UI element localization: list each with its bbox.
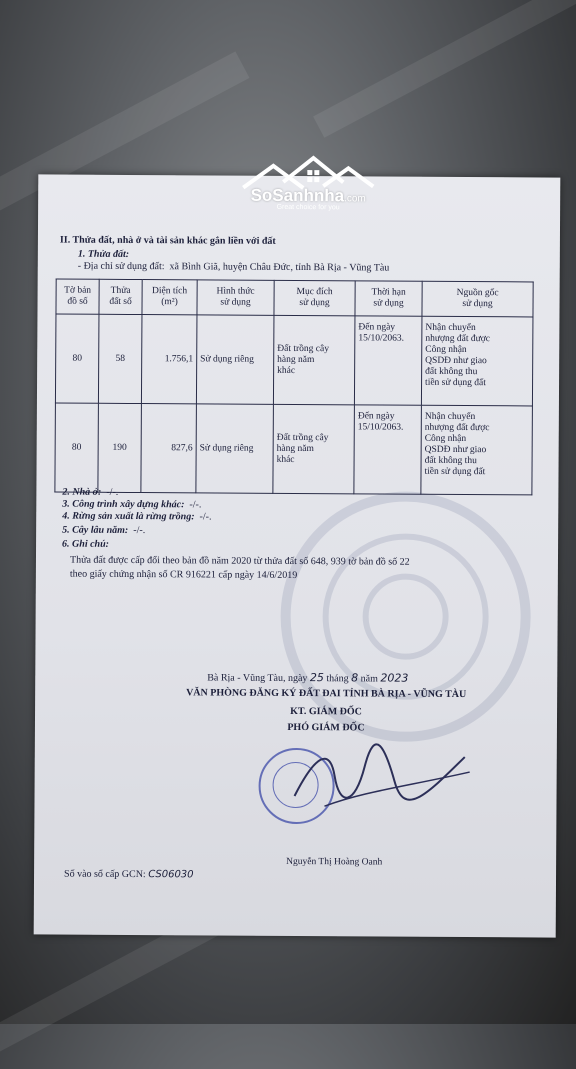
cell-purpose: Đất trồng cây hàng năm khác [273,404,355,493]
construction-line [62,499,201,512]
table-row [55,314,533,406]
address-label: - Địa chỉ sử dụng đất: [77,260,165,273]
address-line [78,261,390,275]
cell-form: Sử dụng riêng [196,315,274,404]
col-form: Hình thức sử dụng [197,280,274,315]
house-label: 2. Nhà ở: [62,486,102,498]
position-title: PHÓ GIÁM ĐỐC [287,721,365,734]
signature-scribble [284,736,474,817]
cell-parcel: 190 [98,403,142,492]
cell-origin: Nhận chuyển nhượng đất được Công nhận QSDĐ như giao đất không thu tiền sử dụng đất [421,316,533,406]
year-label: năm [360,673,378,685]
col-area: Diện tích (m²) [142,280,197,315]
land-heading: 1. Thửa đất: [77,248,130,260]
cell-parcel: 58 [98,314,142,403]
cell-purpose: Đất trồng cây hàng năm khác [273,315,355,404]
col-purpose: Mục đích sử dụng [274,280,355,315]
date-month: 8 [351,671,359,685]
cell-form: Sử dụng riêng [196,404,274,493]
registry-label: Số vào sổ cấp GCN: [64,868,146,881]
certificate-page [34,174,561,937]
office-name: VĂN PHÒNG ĐĂNG KÝ ĐẤT ĐAI TỈNH BÀ RỊA - VŨNG TÀU [186,687,467,701]
forest-value: -/-. [199,511,212,523]
house-value: -/-. [106,486,119,498]
date-year: 2023 [380,671,409,685]
table-header-row [56,279,533,317]
place-date-prefix: Bà Rịa - Vũng Tàu, ngày [207,672,308,685]
col-origin: Nguồn gốc sử dụng [422,281,533,317]
forest-label: 4. Rừng sản xuất là rừng trồng: [62,510,195,523]
section-title: II. Thửa đất, nhà ở và tài sản khác gắn liền với đất [59,234,276,247]
forest-line [62,511,211,524]
col-map-sheet: Tờ bản đồ số [56,279,99,314]
table-row [55,403,533,495]
col-term: Thời hạn sử dụng [355,281,422,316]
perennial-label: 5. Cây lâu năm: [62,524,129,536]
registry-line [64,869,194,882]
watermark-logo: SoSanhnha.com Great choice for you [228,152,388,223]
perennial-value: -/-. [133,524,146,537]
notes-label: 6. Ghi chú: [62,538,110,550]
signer-name: Nguyễn Thị Hoàng Oanh [286,856,383,868]
house-line [62,487,118,499]
cell-area: 827,6 [141,404,197,493]
land-table [54,279,533,496]
date-day: 25 [309,671,324,685]
perennial-line [62,525,145,538]
cell-term: Đến ngày 15/10/2063. [354,405,422,494]
notes-line-2: theo giấy chứng nhận số CR 916221 cấp ngày 14/6/2019 [69,568,298,582]
cell-area: 1.756,1 [141,315,197,404]
cell-term: Đến ngày 15/10/2063. [354,316,422,405]
address-value: xã Bình Giã, huyện Châu Đức, tỉnh Bà Rịa - Vũng Tàu [169,261,390,274]
construction-value: -/-. [189,499,202,511]
cell-origin: Nhận chuyển nhượng đất được Công nhận QSDĐ như giao đất không thu tiền sử dụng đất [421,405,533,495]
on-behalf-title: KT. GIÁM ĐỐC [290,705,362,718]
place-date-line [207,671,408,685]
construction-label: 3. Công trình xây dựng khác: [62,498,185,511]
cell-map-sheet: 80 [55,403,99,492]
notes-line-1: Thửa đất được cấp đổi theo bản đồ năm 2020 từ thửa đất số 648, 939 tờ bản đồ số 22 [69,554,410,568]
cell-map-sheet: 80 [55,314,99,403]
registry-value: CS06030 [148,869,194,881]
month-label: tháng [326,673,349,685]
col-parcel: Thửa đất số [99,279,142,314]
